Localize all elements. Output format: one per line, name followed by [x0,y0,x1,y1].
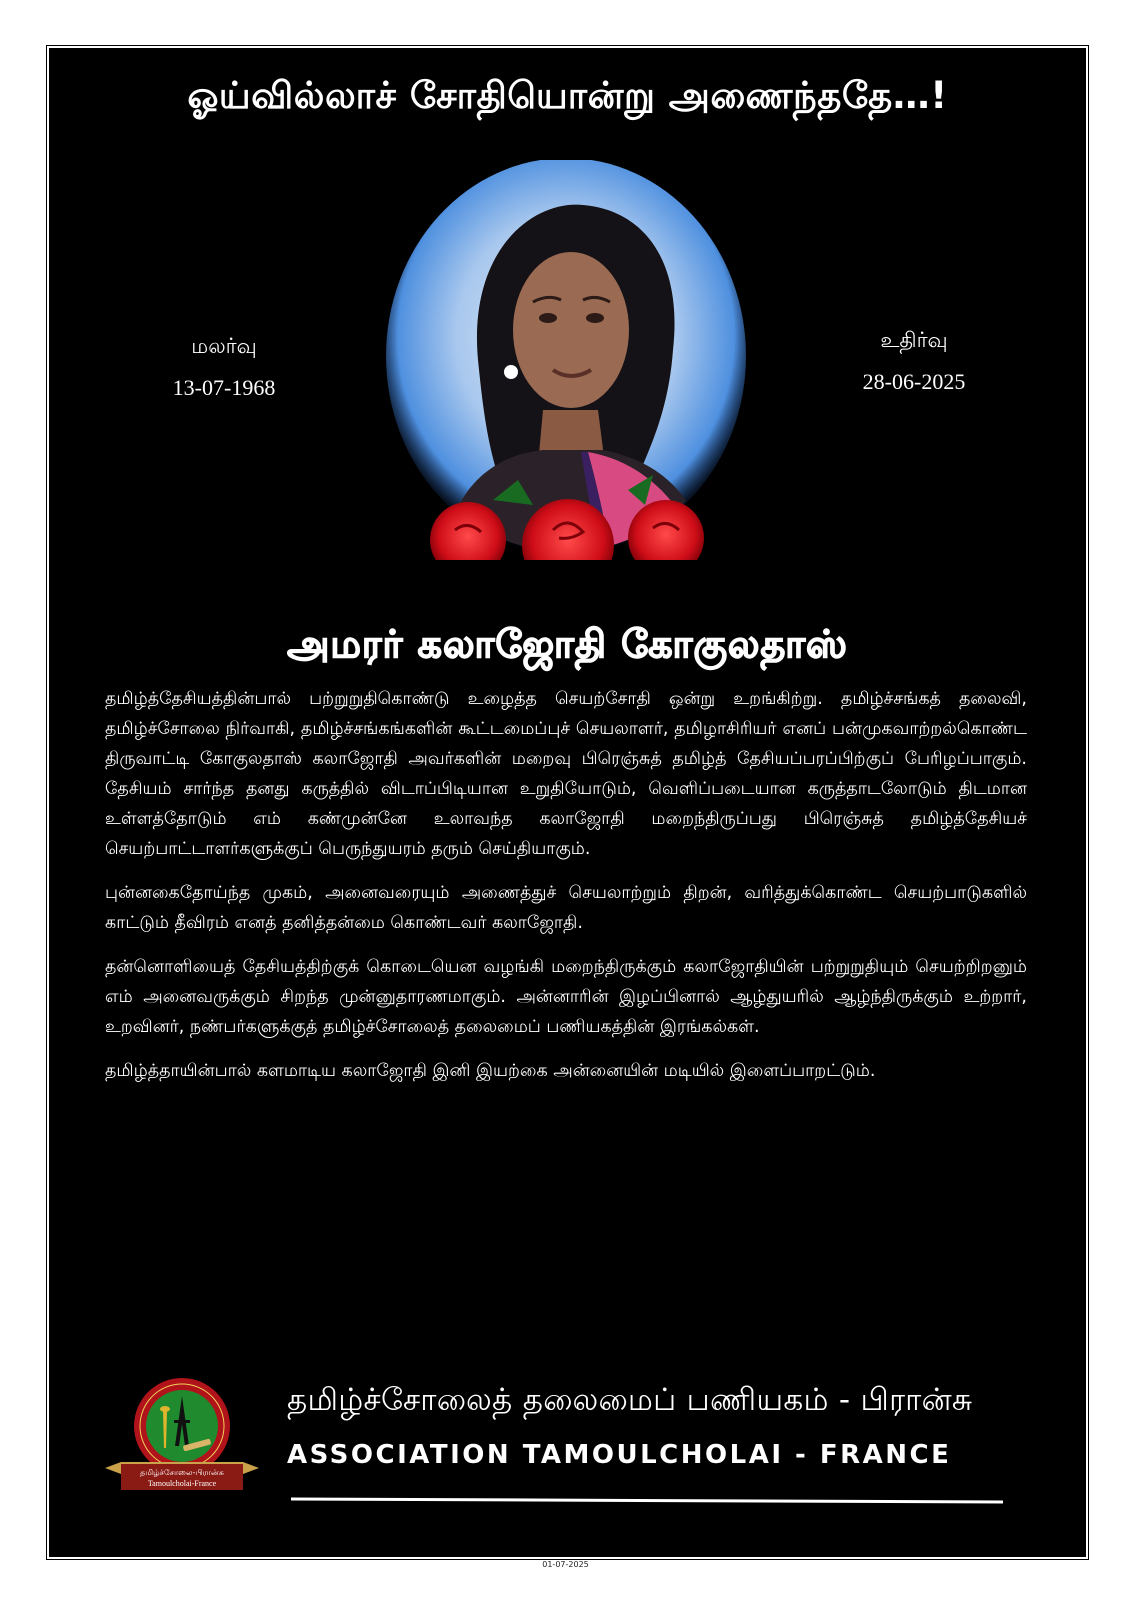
death-label: உதிர்வு [880,328,948,352]
death-info [839,328,989,395]
portrait-photo [383,160,749,580]
underline-divider [291,1497,1003,1503]
birth-label: மலர்வு [191,334,257,358]
footer-date: 01-07-2025 [542,1560,589,1569]
memorial-poster [47,46,1088,1559]
tribute-text [105,684,1027,1100]
organization-name-french: ASSOCIATION TAMOULCHOLAI - FRANCE [287,1440,952,1470]
birth-info [149,334,299,401]
birth-date: 13-07-1968 [172,375,276,400]
organization-logo [101,1376,263,1496]
death-date: 28-06-2025 [862,369,966,394]
tribute-paragraph: தமிழ்த்தாயின்பால் களமாடிய கலாஜோதி இனி இயற்கை அன்னையின் மடியில் இளைப்பாறட்டும். [105,1061,876,1081]
tribute-paragraph: புன்னகைதோய்ந்த முகம், அனைவரையும் அணைத்துச் செயலாற்றும் திறன், வரித்துக்கொண்ட செயற்பாடுகளில் காட்டும் தீவிரம் எனத் தனித்தன்மை கொண்டவர் கலாஜோதி. [105,883,1027,933]
logo-banner-ta: தமிழ்ச்சோலை-பிரான்சு [140,1468,224,1477]
headline: ஓய்வில்லாச் சோதியொன்று அணைந்ததே…! [187,74,948,117]
organization-name-tamil: தமிழ்ச்சோலைத் தலைமைப் பணியகம் - பிரான்சு [287,1382,973,1418]
tribute-paragraph: தமிழ்த்தேசியத்தின்பால் பற்றுறுதிகொண்டு உழைத்த செயற்சோதி ஒன்று உறங்கிற்று. தமிழ்ச்சங்கத் தலைவி, தமிழ்ச்சோலை நிர்வாகி, தமிழ்ச்சங்கங்களின் கூட்டமைப்புச் செயலாளர், தமிழாசிரியர் எனப் பன்முகவாற்றல்கொண்ட திருவாட்டி கோகுலதாஸ் கலாஜோதி அவர்களின் மறைவு பிரெஞ்சுத் தமிழ்த் தேசியப்பரப்பிற்குப் பேரிழப்பாகும். தேசியம் சார்ந்த தனது கருத்தில் விடாப்பிடியான உறுதியோடும், வெளிப்படையான கருத்தாடலோடும் திடமான உள்ளத்தோடும் எம் கண்முன்னே உலாவந்த கலாஜோதி மறைந்திருப்பது பிரெஞ்சுத் தமிழ்த்தேசியச் செயற்பாட்டாளர்களுக்குப் பெருந்துயரம் தரும் செய்தியாகும். [105,689,1027,859]
logo-banner-fr: Tamoulcholai-France [147,1479,217,1488]
tribute-paragraph: தன்னொளியைத் தேசியத்திற்குக் கொடையென வழங்கி மறைந்திருக்கும் கலாஜோதியின் பற்றுறுதியும் செயற்றிறனும் எம் அனைவருக்கும் சிறந்த முன்னுதாரணமாகும். அன்னாரின் இழப்பினால் ஆழ்துயரில் ஆழ்ந்திருக்கும் உற்றார், உறவினர், நண்பர்களுக்குத் தமிழ்ச்சோலைத் தலைமைப் பணியகத்தின் இரங்கல்கள். [105,957,1027,1037]
deceased-name: அமரர் கலாஜோதி கோகுலதாஸ் [287,622,848,666]
